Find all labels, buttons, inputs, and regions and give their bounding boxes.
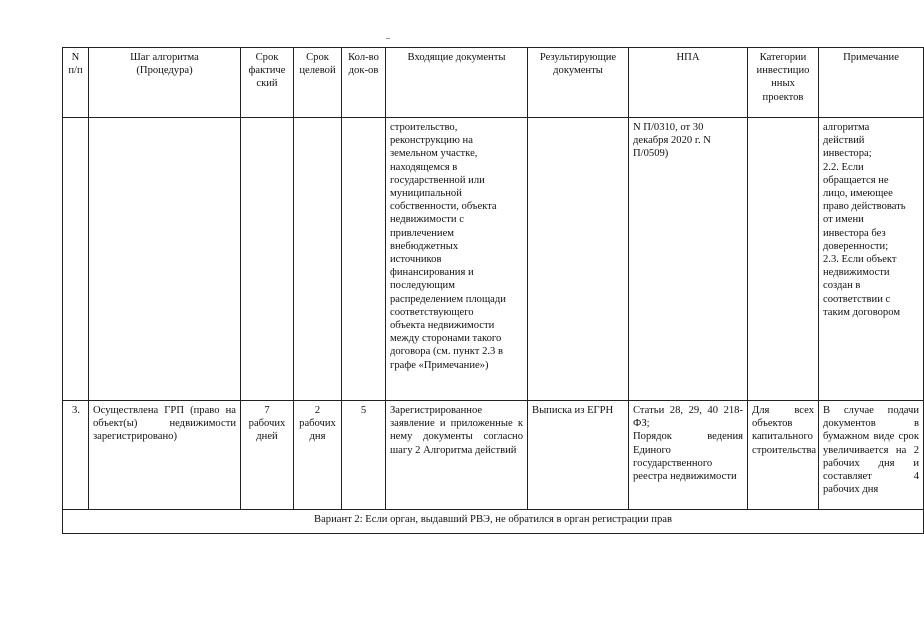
cell-empty	[63, 118, 89, 401]
cell-npa-continued: N П/0310, от 30 декабря 2020 г. N П/0509)	[629, 118, 748, 401]
cell-incoming-continued: строительство, реконструкцию на земельном участке, находящемся в государственной или муниципальной собственности, объекта недвижимости с привлечением внебюджетных источников финансирования и последующим распределением площади соответствующего объекта недвижимости между сторонами такого договора (см. пункт 2.3 в графе «Примечание»)	[386, 118, 528, 401]
cell-empty	[528, 118, 629, 401]
cell-empty	[748, 118, 819, 401]
cell-term-actual: 7 рабочих дней	[241, 401, 294, 510]
cell-empty	[241, 118, 294, 401]
cell-step: Осуществлена ГРП (право на объект(ы) недвижимости зарегистрировано)	[89, 401, 241, 510]
cell-term-target: 2 рабочих дня	[294, 401, 342, 510]
table-row-variant	[63, 510, 924, 534]
cell-incoming: Зарегистрированное заявление и приложенные к нему документы согласно шагу 2 Алгоритма действий	[386, 401, 528, 510]
header-note: Примечание	[819, 48, 924, 118]
variant-heading: Вариант 2: Если орган, выдавший РВЭ, не обратился в орган регистрации прав	[63, 510, 924, 534]
table-header-row	[63, 48, 924, 118]
table-row-step-3	[63, 401, 924, 510]
header-resulting: Результирующие документы	[528, 48, 629, 118]
cell-empty	[342, 118, 386, 401]
cell-doc-count: 5	[342, 401, 386, 510]
table-row-continued	[63, 118, 924, 401]
page-mark	[386, 38, 390, 39]
cell-note: В случае подачи документов в бумажном виде срок увеличивается на 2 рабочих дня и составляет 4 рабочих дня	[819, 401, 924, 510]
header-term-actual: Срок фактиче ский	[241, 48, 294, 118]
header-categories: Категории инвестицио нных проектов	[748, 48, 819, 118]
cell-empty	[89, 118, 241, 401]
header-term-target: Срок целевой	[294, 48, 342, 118]
header-step: Шаг алгоритма (Процедура)	[89, 48, 241, 118]
cell-note-continued: алгоритма действий инвестора; 2.2. Если обращается не лицо, имеющее право действовать от имени инвестора без доверенности; 2.3. Если объект недвижимости создан в соответствии с таким договором	[819, 118, 924, 401]
header-npa: НПА	[629, 48, 748, 118]
cell-npa: Статьи 28, 29, 40 218-ФЗ; Порядок ведения Единого государственного реестра недвижимости	[629, 401, 748, 510]
header-incoming: Входящие документы	[386, 48, 528, 118]
algorithm-table	[62, 47, 924, 534]
cell-resulting: Выписка из ЕГРН	[528, 401, 629, 510]
cell-num: 3.	[63, 401, 89, 510]
cell-categories: Для всех объектов капитального строительства	[748, 401, 819, 510]
header-doc-count: Кол-во док-ов	[342, 48, 386, 118]
cell-empty	[294, 118, 342, 401]
header-num: N п/п	[63, 48, 89, 118]
